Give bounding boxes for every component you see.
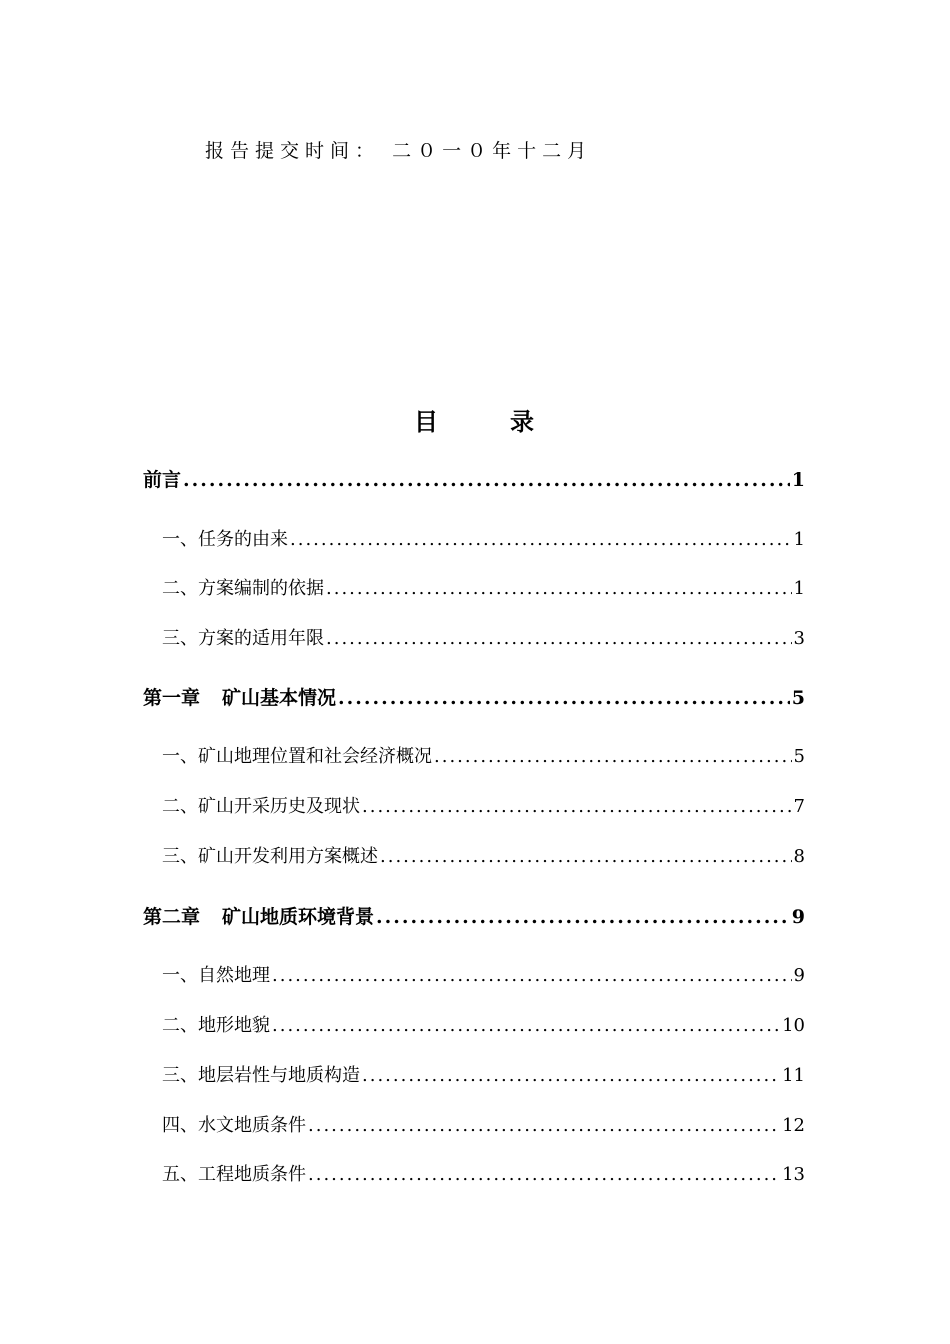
toc-entry-title	[162, 525, 288, 551]
toc-leader-dots	[362, 1065, 780, 1086]
toc-leader-dots	[380, 846, 792, 867]
toc-page-number: 9	[793, 965, 805, 986]
toc-page-number: 1	[791, 469, 805, 491]
toc-chapter-number: 第二章	[143, 906, 201, 928]
toc-entry-text: 五、工程地质条件	[162, 1164, 306, 1185]
toc-chapter-entry[interactable]	[143, 902, 805, 932]
toc-page-number: 5	[791, 687, 805, 709]
toc-page-number: 7	[793, 796, 805, 817]
toc-entry-title	[143, 902, 374, 929]
toc-entry-title	[162, 1111, 306, 1137]
toc-entry-title	[143, 465, 181, 492]
toc-page-number: 5	[793, 746, 805, 767]
toc-entry-text: 三、地层岩性与地质构造	[162, 1065, 360, 1086]
toc-page-number: 10	[782, 1015, 805, 1036]
toc-leader-dots	[290, 529, 792, 550]
toc-leader-dots	[308, 1115, 780, 1136]
toc-page-number: 1	[793, 529, 805, 550]
toc-section-entry[interactable]	[143, 742, 805, 772]
toc-entry-text: 一、矿山地理位置和社会经济概况	[162, 746, 432, 767]
toc-section-entry[interactable]	[143, 1111, 805, 1141]
toc-entry-text: 一、任务的由来	[162, 529, 288, 550]
submission-date: 二０一０年十二月	[392, 140, 593, 162]
toc-entry-text: 前言	[143, 469, 182, 491]
toc-heading	[0, 402, 950, 437]
toc-entry-text: 三、矿山开发利用方案概述	[162, 846, 378, 867]
toc-section-entry[interactable]	[143, 1160, 805, 1190]
toc-section-entry[interactable]	[143, 525, 805, 555]
toc-section-entry[interactable]	[143, 842, 805, 872]
toc-leader-dots	[183, 469, 790, 491]
toc-section-entry[interactable]	[143, 574, 805, 604]
toc-entry-title	[162, 742, 432, 768]
toc-leader-dots	[272, 1015, 780, 1036]
toc-page-number: 13	[782, 1164, 805, 1185]
toc-leader-dots	[326, 578, 792, 599]
toc-entry-title	[162, 574, 324, 600]
toc-page-number: 9	[791, 906, 805, 928]
toc-entry-text: 矿山地质环境背景	[222, 906, 375, 928]
toc-chapter-entry[interactable]	[143, 465, 805, 495]
toc-page-number: 8	[793, 846, 805, 867]
toc-entry-text: 矿山基本情况	[222, 687, 337, 709]
toc-chapter-entry[interactable]	[143, 683, 805, 713]
toc-heading-right: 录	[510, 407, 536, 436]
toc-entry-title	[162, 624, 324, 650]
toc-entry-text: 二、方案编制的依据	[162, 578, 324, 599]
toc-entry-title	[162, 1011, 270, 1037]
toc-entry-text: 一、自然地理	[162, 965, 270, 986]
toc-leader-dots	[376, 906, 790, 928]
toc-entry-title	[162, 1160, 306, 1186]
toc-leader-dots	[308, 1164, 780, 1185]
toc-section-entry[interactable]	[143, 1011, 805, 1041]
toc-page-number: 1	[793, 578, 805, 599]
toc-entry-title	[162, 842, 378, 868]
toc-entry-text: 四、水文地质条件	[162, 1115, 306, 1136]
toc-page-number: 3	[793, 628, 805, 649]
toc-section-entry[interactable]	[143, 1061, 805, 1091]
toc-leader-dots	[434, 746, 792, 767]
toc-leader-dots	[272, 965, 792, 986]
toc-entry-title	[162, 792, 360, 818]
toc-leader-dots	[338, 687, 790, 709]
submission-label: 报告提交时间：	[205, 140, 381, 162]
submission-date-line	[205, 136, 592, 163]
toc-section-entry[interactable]	[143, 624, 805, 654]
toc-chapter-number: 第一章	[143, 687, 201, 709]
toc-section-entry[interactable]	[143, 792, 805, 822]
toc-leader-dots	[326, 628, 792, 649]
toc-entry-text: 二、地形地貌	[162, 1015, 270, 1036]
toc-entry-text: 三、方案的适用年限	[162, 628, 324, 649]
toc-entry-title	[162, 1061, 360, 1087]
toc-leader-dots	[362, 796, 792, 817]
toc-page-number: 11	[782, 1065, 805, 1086]
toc-page-number: 12	[782, 1115, 805, 1136]
toc-entry-text: 二、矿山开采历史及现状	[162, 796, 360, 817]
toc-heading-left: 目	[414, 407, 440, 436]
toc-section-entry[interactable]	[143, 961, 805, 991]
toc-entry-title	[143, 683, 336, 710]
toc-entry-title	[162, 961, 270, 987]
